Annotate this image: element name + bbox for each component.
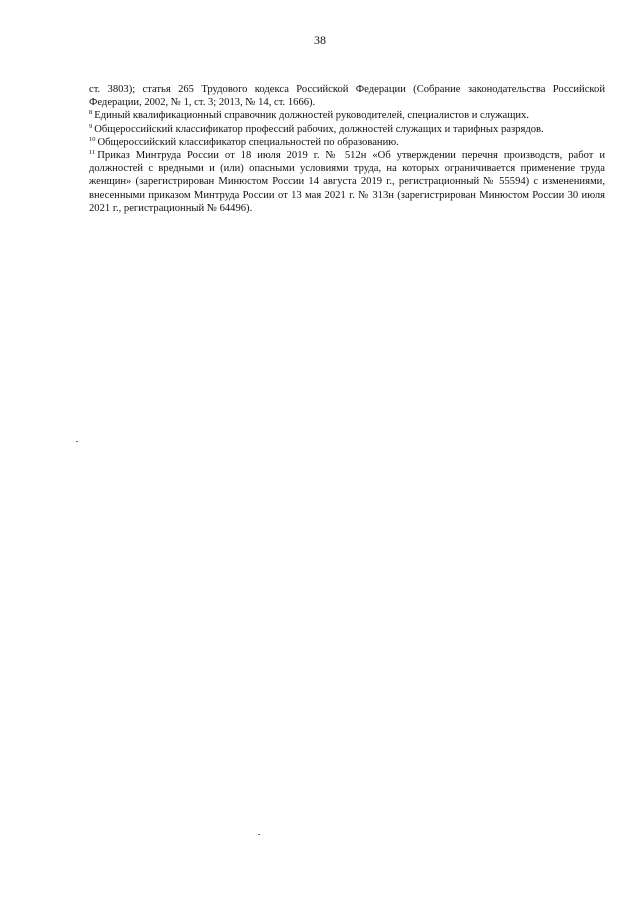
footnote-marker: 11 — [89, 149, 96, 157]
footnote-text: Единый квалификационный справочник должностей руководителей, специалистов и служащих. — [94, 110, 529, 122]
scan-speck — [76, 441, 78, 442]
scan-speck — [258, 834, 260, 835]
footnote-11 — [89, 149, 605, 215]
footnote-continuation — [89, 83, 605, 109]
footnote-text: Общероссийский классификатор специальностей по образованию. — [97, 136, 399, 148]
footnotes-section — [89, 83, 605, 215]
footnote-10 — [89, 136, 605, 149]
footnote-marker: 10 — [89, 135, 96, 143]
footnote-text: Общероссийский классификатор профессий рабочих, должностей служащих и тарифных разрядов. — [94, 123, 544, 135]
footnote-marker: 8 — [89, 109, 93, 117]
footnote-8 — [89, 109, 605, 122]
footnote-text: Приказ Минтруда России от 18 июля 2019 г. № 512н «Об утверждении перечня производств, работ и должностей с вредными и (или) опасными условиями труда, на которых ограничивается применение труда женщин» (зарегистрирован Минюстом России 14 августа 2019 г., регистрационный № 55594) с изменениями, внесенными приказом Минтруда России от 13 мая 2021 г. № 313н (зарегистрирован Минюстом России 30 июля 2021 г., регистрационный № 64496). — [89, 150, 605, 214]
footnote-marker: 9 — [89, 122, 93, 130]
footnote-9 — [89, 123, 605, 136]
page-number: 38 — [314, 33, 326, 47]
footnote-text: ст. 3803); статья 265 Трудового кодекса Российской Федерации (Собрание законодательства Российской Федерации, 2002, № 1, ст. 3; 2013, № 14, ст. 1666). — [89, 84, 605, 109]
